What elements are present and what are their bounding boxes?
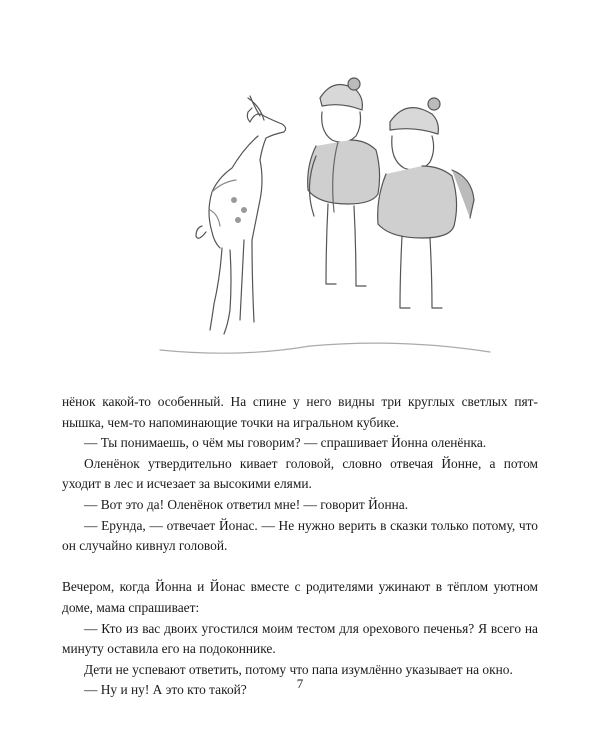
girl-drawing bbox=[308, 78, 380, 286]
fawn-drawing bbox=[196, 96, 286, 334]
paragraph-8: Дети не успевают ответить, потому что папа изумлённо указывает на окно. bbox=[84, 661, 513, 677]
story-text bbox=[62, 392, 538, 701]
paragraph-6: Вечером, когда Йонна и Йонас вместе с родителями ужинают в тёплом уютном доме, мама спрашивает: bbox=[62, 579, 538, 615]
boy-drawing bbox=[378, 98, 474, 308]
paragraph-3: Оленёнок утвердительно кивает головой, словно отвечая Йонне, а потом уходит в лес и исчезает за высокими елями. bbox=[62, 455, 538, 492]
paragraph-2: — Ты понимаешь, о чём мы говорим? — спрашивает Йонна оленёнка. bbox=[84, 435, 487, 451]
paragraph-1: нёнок какой-то особенный. На спине у него видны три круглых светлых пятнышка, чем-то напоминающие точки на игральном кубике. bbox=[62, 394, 538, 430]
paragraph-7: — Кто из вас двоих угостился моим тестом для орехового печенья? Я всего на минуту оставила его на подоконнике. bbox=[62, 620, 538, 657]
fawn-and-children-illustration bbox=[140, 60, 500, 390]
page-number: 7 bbox=[296, 676, 304, 691]
paragraph-9: — Ну и ну! А это кто такой? bbox=[84, 682, 247, 698]
paragraph-5: — Ерунда, — отвечает Йонас. — Не нужно верить в сказки только потому, что он случайно кивнул головой. bbox=[62, 517, 538, 554]
section-gap bbox=[62, 557, 538, 578]
paragraph-4: — Вот это да! Оленёнок ответил мне! — говорит Йонна. bbox=[84, 496, 409, 512]
